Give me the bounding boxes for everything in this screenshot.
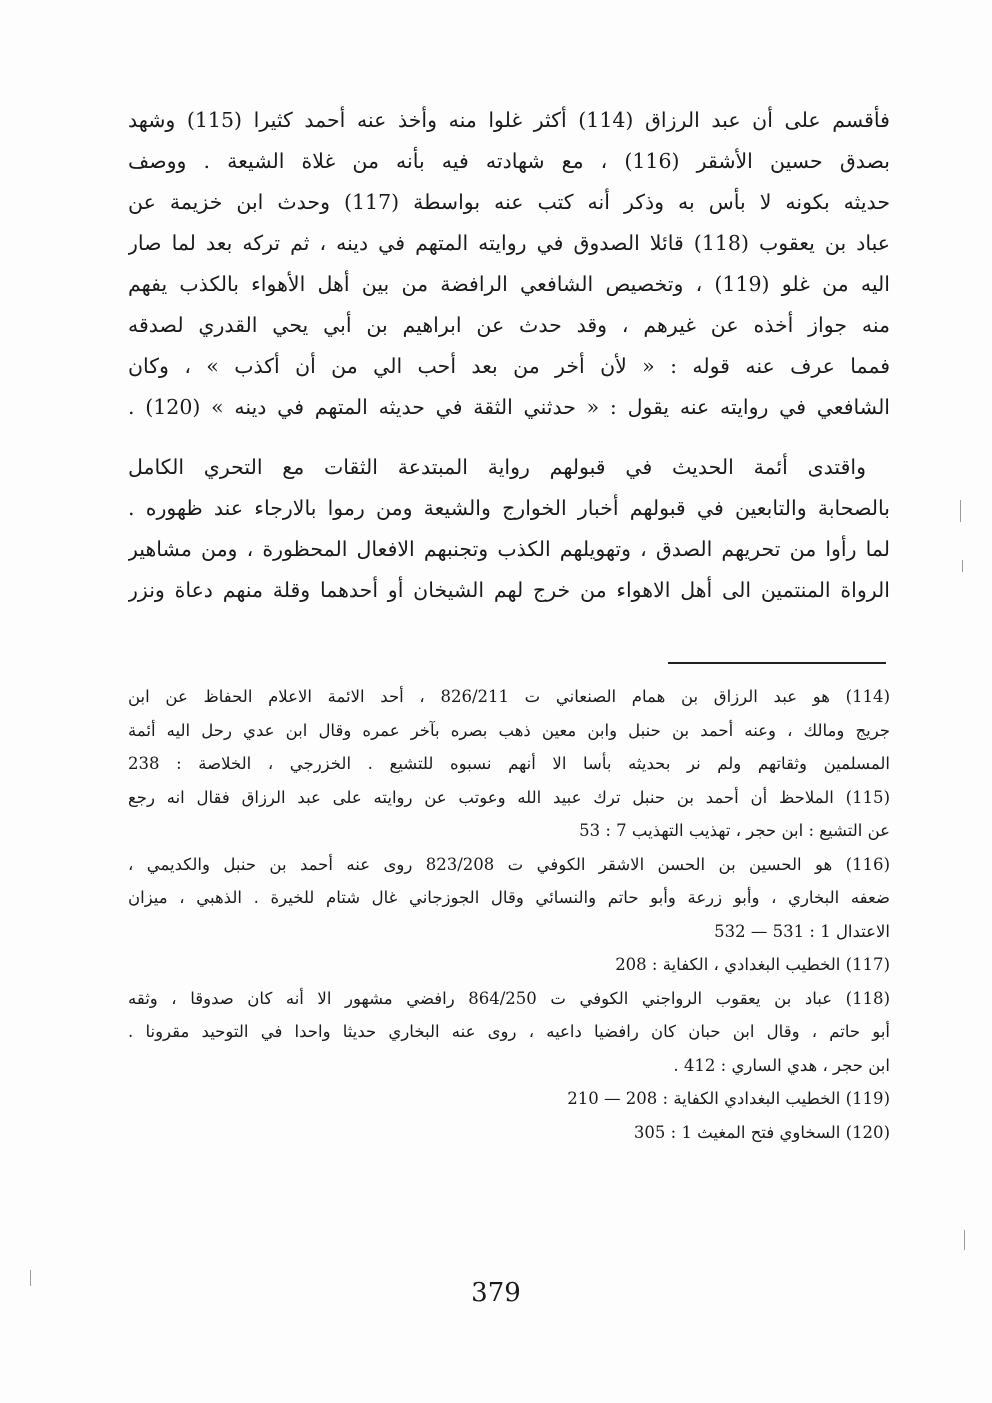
footnote-line: (116) هو الحسين بن الحسن الاشقر الكوفي ت 823/208 روى عنه أحمد بن حنبل والكديمي ، — [128, 854, 890, 874]
footnote-114 — [128, 680, 890, 781]
scan-artifact — [960, 500, 961, 522]
footnote-separator — [668, 662, 886, 664]
footnote-line: (118) عباد بن يعقوب الرواجني الكوفي ت 864/250 رافضي مشهور الا أنه كان صدوقا ، وثقه — [128, 988, 890, 1008]
footnote-117 — [128, 948, 890, 982]
paragraph-gap — [128, 428, 890, 447]
footnote-116 — [128, 848, 890, 949]
footnote-line: ابن حجر ، هدي الساري : 412 . — [673, 1055, 890, 1075]
footnote-line: (120) السخاوي فتح المغيث 1 : 305 — [633, 1122, 890, 1142]
scan-artifact — [964, 1230, 965, 1250]
text-line: لما رأوا من تحريهم الصدق ، وتهويلهم الكذب وتجنبهم الافعال المحظورة ، ومن مشاهير — [128, 537, 890, 561]
main-text — [128, 100, 890, 611]
text-line: واقتدى أئمة الحديث في قبولهم رواية المبتدعة الثقات مع التحري الكامل — [128, 455, 866, 479]
footnote-line: عن التشيع : ابن حجر ، تهذيب التهذيب 7 : 53 — [579, 821, 890, 840]
footnote-line: ضعفه البخاري ، وأبو زرعة وأبو حاتم والنسائي وقال الجوزجاني غال شتام للخيرة . الذهبي ، ميزان — [128, 888, 890, 907]
footnote-line: جريج ومالك ، وعنه أحمد بن حنبل وابن معين ذهب بصره بآخر عمره وقال ابن عدي رحل اليه أئمة — [128, 720, 890, 740]
text-line: اليه من غلو (119) ، وتخصيص الشافعي الرافضة من بين أهل الأهواء بالكذب يفهم — [128, 272, 890, 296]
footnote-line: (115) الملاحظ أن أحمد بن حنبل ترك عبيد الله وعوتب عن روايته على عبد الرزاق فقال انه رجع — [128, 787, 890, 807]
paragraph — [128, 100, 890, 428]
footnote-line: (114) هو عبد الرزاق بن همام الصنعاني ت 826/211 ، أحد الائمة الاعلام الحفاظ عن ابن — [128, 687, 890, 706]
footnote-line: الاعتدال 1 : 531 — 532 — [714, 921, 890, 941]
scan-artifact — [962, 560, 963, 572]
text-line: بصدق حسين الأشقر (116) ، مع شهادته فيه بأنه من غلاة الشيعة . ووصف — [128, 149, 890, 173]
footnote-line: أبو حاتم ، وقال ابن حبان كان رافضيا داعيه ، روى عنه البخاري حديثا واحدا في التوحيد مقرونا . — [128, 1022, 890, 1041]
text-line: فأقسم على أن عبد الرزاق (114) أكثر غلوا منه وأخذ عنه أحمد كثيرا (115) وشهد — [128, 108, 890, 132]
footnote-118 — [128, 982, 890, 1083]
scan-artifact — [30, 1270, 31, 1286]
text-line: الرواة المنتمين الى أهل الاهواء من خرج لهم الشيخان أو أحدهما وقلة منهم دعاة ونزر — [128, 578, 890, 602]
page-number: 379 — [471, 1278, 521, 1308]
text-line: بالصحابة والتابعين في قبولهم أخبار الخوارج والشيعة ومن رموا بالارجاء عند ظهوره . — [128, 496, 890, 520]
text-line: الشافعي في روايته عنه يقول : « حدثني الثقة في حديثه المتهم في دينه » (120) . — [128, 395, 890, 419]
text-line: فمما عرف عنه قوله : « لأن أخر من بعد أحب الي من أن أكذب » ، وكان — [128, 354, 890, 378]
footnote-119 — [128, 1082, 890, 1116]
footnote-115 — [128, 781, 890, 848]
text-line: منه جواز أخذه عن غيرهم ، وقد حدث عن ابراهيم بن أبي يحي القدري لصدقه — [128, 313, 890, 337]
paragraph — [128, 447, 890, 611]
footnote-line: (119) الخطيب البغدادي الكفاية : 208 — 210 — [567, 1089, 890, 1108]
footnote-120 — [128, 1116, 890, 1150]
text-line: عباد بن يعقوب (118) قائلا الصدوق في روايته المتهم في دينه ، ثم تركه بعد لما صار — [128, 231, 890, 255]
footnotes — [128, 680, 890, 1149]
text-line: حديثه بكونه لا بأس به وذكر أنه كتب عنه بواسطة (117) وحدث ابن خزيمة عن — [128, 190, 890, 214]
footnote-line: المسلمين وثقاتهم ولم نر بحديثه بأسا الا أنهم نسبوه للتشيع . الخزرجي ، الخلاصة : 238 — [128, 754, 890, 773]
footnote-line: (117) الخطيب البغدادي ، الكفاية : 208 — [615, 955, 890, 974]
